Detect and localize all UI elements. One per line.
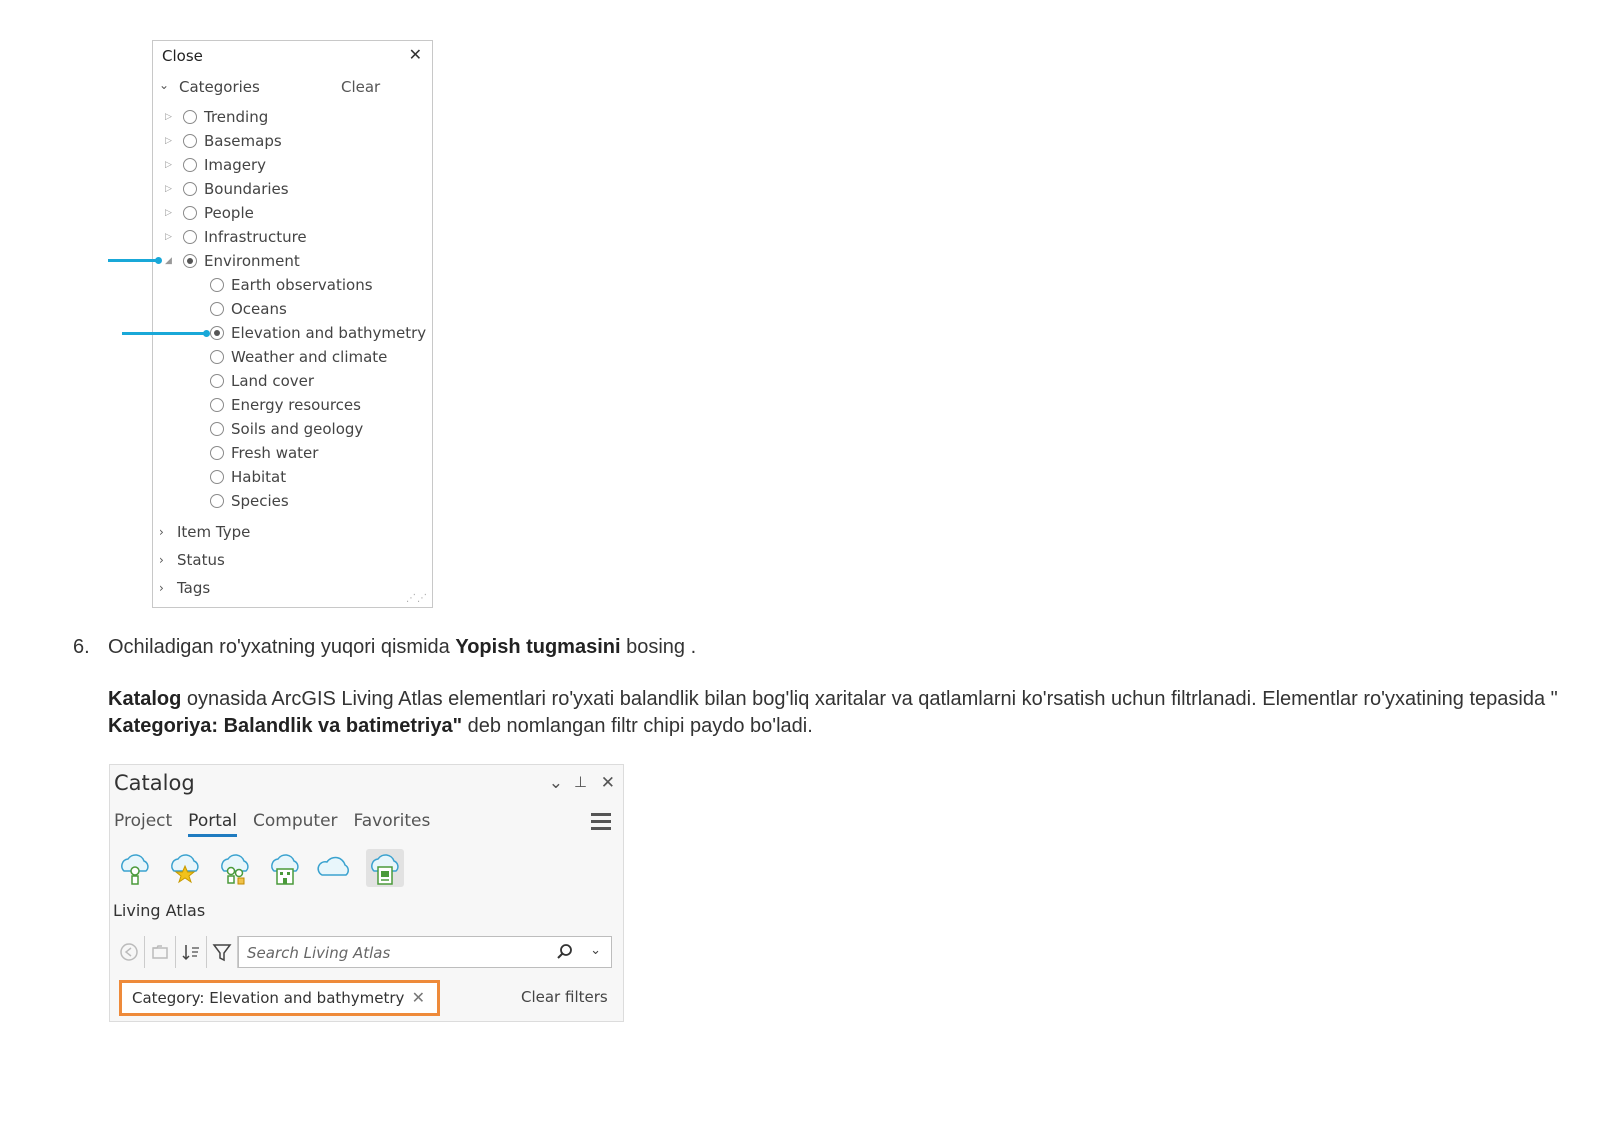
sort-icon (180, 942, 202, 962)
subcategory-label: Oceans (231, 300, 287, 318)
para-bold-kategoriya: Kategoriya: Balandlik va batimetriya" (108, 715, 463, 737)
menu-icon[interactable] (591, 813, 611, 834)
subcategory-item[interactable] (210, 394, 361, 416)
category-label: Trending (204, 108, 269, 126)
tab-favorites[interactable]: Favorites (353, 811, 431, 831)
cloud-star-icon[interactable] (166, 849, 204, 887)
filter-button[interactable] (207, 936, 238, 968)
subcategory-label: Fresh water (231, 444, 319, 462)
step-text (108, 634, 696, 661)
search-icon[interactable] (555, 942, 575, 966)
chevron-down-icon[interactable]: ⌄ (548, 773, 563, 793)
expand-triangle-icon[interactable]: ▷ (165, 112, 172, 122)
catalog-toolbar (114, 935, 612, 969)
radio-button[interactable] (210, 350, 224, 364)
subcategory-item[interactable] (210, 442, 318, 464)
step-text-post: bosing . (620, 636, 697, 658)
collapse-triangle-icon[interactable]: ◢ (165, 256, 172, 266)
pointer-line-environment (108, 259, 160, 262)
category-label: Environment (204, 252, 300, 270)
category-item-basemaps[interactable] (165, 130, 282, 152)
pointer-dot-environment (155, 257, 162, 264)
category-label: Boundaries (204, 180, 289, 198)
radio-button[interactable] (210, 446, 224, 460)
category-item-people[interactable] (165, 202, 254, 224)
category-item-imagery[interactable] (165, 154, 266, 176)
catalog-title: Catalog (114, 771, 195, 795)
section-tags[interactable] (159, 577, 210, 599)
pointer-dot-elevation (203, 330, 210, 337)
categories-header[interactable] (159, 77, 419, 99)
radio-button[interactable] (210, 302, 224, 316)
radio-button[interactable] (210, 398, 224, 412)
clear-button[interactable]: Clear (341, 78, 381, 96)
radio-button[interactable] (183, 182, 197, 196)
section-label-living-atlas: Living Atlas (113, 901, 206, 920)
search-input[interactable] (245, 943, 549, 963)
radio-button-selected[interactable] (210, 326, 224, 340)
category-item-environment[interactable] (165, 250, 300, 272)
portal-icon-row (116, 849, 404, 887)
radio-button[interactable] (210, 470, 224, 484)
subcategory-label: Habitat (231, 468, 287, 486)
radio-button[interactable] (210, 494, 224, 508)
expand-triangle-icon[interactable]: ▷ (165, 232, 172, 242)
radio-button[interactable] (183, 110, 197, 124)
subcategory-item[interactable] (210, 466, 286, 488)
filter-panel (152, 40, 433, 608)
back-icon (119, 942, 139, 962)
up-folder-icon (150, 942, 170, 962)
resize-grip-icon[interactable]: ⋰⋰ (406, 593, 428, 604)
search-box (238, 936, 612, 968)
tab-project[interactable]: Project (114, 811, 173, 831)
filter-icon (211, 941, 233, 963)
filter-chip-label: Category: Elevation and bathymetry (132, 989, 405, 1007)
chevron-right-icon[interactable]: › (159, 525, 164, 539)
cloud-user-icon[interactable] (116, 849, 154, 887)
subcategory-item[interactable] (210, 346, 387, 368)
step-text-bold: Yopish tugmasini (455, 636, 621, 658)
cloud-icon[interactable] (316, 849, 354, 887)
section-label: Tags (177, 579, 211, 597)
step-text-pre: Ochiladigan ro'yxatning yuqori qismida (108, 636, 456, 658)
category-label: Imagery (204, 156, 267, 174)
chevron-down-icon[interactable]: ⌄ (590, 943, 601, 958)
expand-triangle-icon[interactable]: ▷ (165, 160, 172, 170)
cloud-group-icon[interactable] (216, 849, 254, 887)
subcategory-label: Species (231, 492, 289, 510)
section-label: Item Type (177, 523, 251, 541)
expand-triangle-icon[interactable]: ▷ (165, 136, 172, 146)
radio-button[interactable] (210, 422, 224, 436)
cloud-living-atlas-icon[interactable] (366, 849, 404, 887)
radio-button[interactable] (210, 374, 224, 388)
subcategory-label: Land cover (231, 372, 315, 390)
subcategory-item-elevation[interactable] (210, 322, 426, 344)
subcategory-item[interactable] (210, 298, 287, 320)
category-label: People (204, 204, 254, 222)
close-icon[interactable]: ✕ (600, 773, 615, 793)
category-item-boundaries[interactable] (165, 178, 289, 200)
close-icon[interactable]: ✕ (408, 45, 422, 64)
para-text-2: deb nomlangan filtr chipi paydo bo'ladi. (462, 715, 813, 737)
catalog-pane (109, 764, 624, 1022)
subcategory-label: Elevation and bathymetry (231, 324, 427, 342)
categories-label: Categories (179, 78, 260, 96)
chevron-down-icon[interactable]: ⌄ (159, 78, 170, 92)
radio-button-selected[interactable] (183, 254, 197, 268)
close-label[interactable]: Close (162, 47, 203, 65)
subcategory-item[interactable] (210, 490, 289, 512)
category-item-trending[interactable] (165, 106, 268, 128)
category-label: Basemaps (204, 132, 282, 150)
description-paragraph (108, 686, 1568, 740)
section-label: Status (177, 551, 225, 569)
subcategory-label: Energy resources (231, 396, 361, 414)
subcategory-item[interactable] (210, 274, 373, 296)
close-icon[interactable]: ✕ (411, 988, 425, 1007)
catalog-tabs (114, 811, 430, 837)
filter-panel-header (153, 41, 432, 69)
back-button[interactable] (114, 936, 145, 968)
subcategory-label: Weather and climate (231, 348, 388, 366)
chevron-right-icon[interactable]: › (159, 553, 164, 567)
filter-chip[interactable] (119, 980, 440, 1016)
chevron-right-icon[interactable]: › (159, 581, 164, 595)
step-number: 6. (73, 636, 90, 658)
tab-computer[interactable]: Computer (253, 811, 338, 831)
radio-button[interactable] (183, 158, 197, 172)
category-item-infrastructure[interactable] (165, 226, 307, 248)
section-item-type[interactable] (159, 521, 250, 543)
clear-filters-button[interactable]: Clear filters (521, 988, 608, 1006)
expand-triangle-icon[interactable]: ▷ (165, 208, 172, 218)
up-folder-button[interactable] (145, 936, 176, 968)
subcategory-item[interactable] (210, 418, 363, 440)
tab-portal[interactable]: Portal (188, 811, 237, 837)
para-text-1: oynasida ArcGIS Living Atlas elementlari ro'yxati balandlik bilan bog'liq xaritalar va qatlamlarni ko'rsatish uchun filtrlanadi. Elementlar ro'yxatining tepasida " (181, 688, 1558, 710)
radio-button[interactable] (183, 206, 197, 220)
radio-button[interactable] (183, 230, 197, 244)
subcategory-label: Earth observations (231, 276, 373, 294)
pointer-line-elevation (122, 332, 208, 335)
pin-icon[interactable]: ⊥ (573, 773, 587, 791)
sort-button[interactable] (176, 936, 207, 968)
subcategory-label: Soils and geology (231, 420, 364, 438)
section-status[interactable] (159, 549, 225, 571)
cloud-building-icon[interactable] (266, 849, 304, 887)
para-bold-katalog: Katalog (108, 688, 182, 710)
radio-button[interactable] (210, 278, 224, 292)
radio-button[interactable] (183, 134, 197, 148)
category-label: Infrastructure (204, 228, 307, 246)
subcategory-item[interactable] (210, 370, 314, 392)
expand-triangle-icon[interactable]: ▷ (165, 184, 172, 194)
